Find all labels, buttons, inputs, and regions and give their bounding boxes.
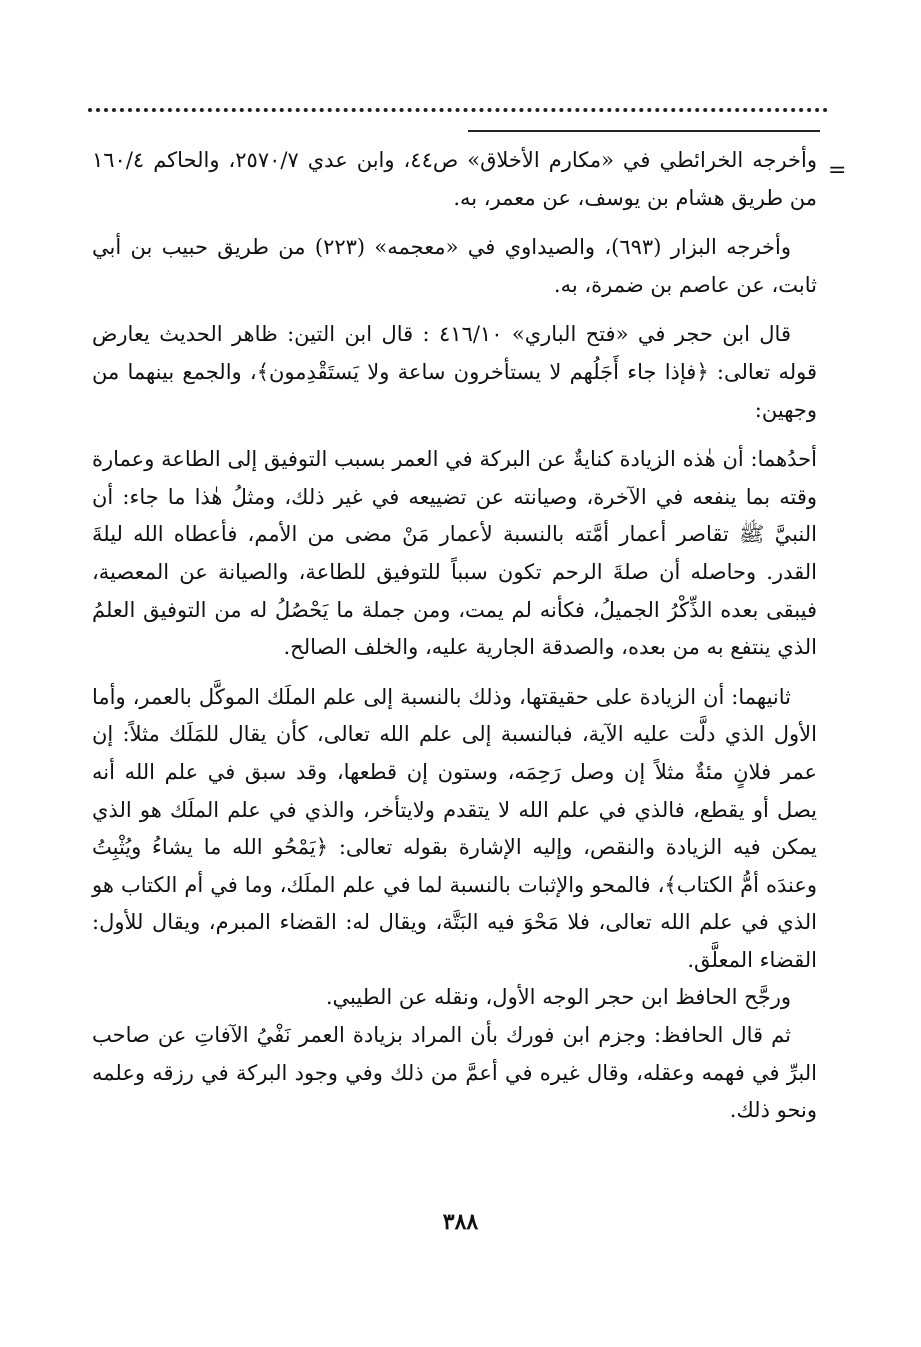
footnote-paragraph-7: ثم قال الحافظ: وجزم ابن فورك بأن المراد بزيادة العمر نَفْيُ الآفاتِ عن صاحب البرِّ في فهمه وعقله، وقال غيره في أعمَّ من ذلك وفي وجود البركة في رزقه وعلمه ونحو ذلك. (92, 1023, 817, 1123)
footnote-paragraph-5: ثانيهما: أن الزيادة على حقيقتها، وذلك بالنسبة إلى علم الملَك الموكَّل بالعمر، وأما الأول الذي دلَّت عليه الآية، فبالنسبة إلى علم الله تعالى، كأن يقال للمَلَك مثلاً: إن عمر فلانٍ مئةٌ مثلاً إن وصل رَحِمَه، وستون إن قطعها، وقد سبق في علم الله أنه يصل أو يقطع، فالذي في علم الله لا يتقدم ولايتأخر، والذي في علم الملَك هو الذي يمكن فيه الزيادة والنقص، وإليه الإشارة بقوله تعالى: ﴿يَمْحُو الله ما يشاءُ ويُثْبِتُ وعندَه أمُّ الكتاب﴾، فالمحو والإثبات بالنسبة لما في علم الملَك، وما في أم الكتاب هو الذي في علم الله تعالى، فلا مَحْوَ فيه البَتَّة، ويقال له: القضاء المبرم، ويقال للأول: القضاء المعلَّق. (92, 684, 817, 972)
footnote-paragraph-2: وأخرجه البزار (٦٩٣)، والصيداوي في «معجمه» (٢٢٣) من طريق حبيب بن أبي ثابت، عن عاصم بن ضمرة، به. (92, 235, 817, 297)
page-number: ٣٨٨ (442, 1209, 479, 1235)
footnote-continuation-mark: = (828, 158, 847, 183)
top-dotted-separator (88, 108, 828, 112)
footnote-paragraph-3: قال ابن حجر في «فتح الباري» ٤١٦/١٠ : قال ابن التين: ظاهر الحديث يعارض قوله تعالى: ﴿فإذا جاء أَجَلُهم لا يستأخرون ساعة ولا يَستَقْدِمون﴾، والجمع بينهما من وجهين: (92, 322, 817, 422)
footnote-paragraph-1: وأخرجه الخرائطي في «مكارم الأخلاق» ص٤٤، وابن عدي ٢٥٧٠/٧، والحاكم ١٦٠/٤ من طريق هشام بن يوسف، عن معمر، به. (92, 148, 817, 210)
footnote-paragraph-6: ورجَّح الحافظ ابن حجر الوجه الأول، ونقله عن الطيبي. (325, 985, 791, 1010)
footnote-separator-line (468, 130, 820, 132)
footnote-block (92, 142, 817, 1130)
footnote-paragraph-4: أحدُهما: أن هٰذه الزيادة كنايةٌ عن البركة في العمر بسبب التوفيق إلى الطاعة وعمارة وقته بما ينفعه في الآخرة، وصيانته عن تضييعه في غير ذلك، ومثلُ هٰذا ما جاء: أن النبيَّ ﷺ تقاصر أعمار أمَّته بالنسبة لأعمار مَنْ مضى من الأمم، فأعطاه الله ليلةَ القدر. وحاصله أن صلةَ الرحم تكون سبباً للتوفيق للطاعة، والصيانة عن المعصية، فيبقى بعده الذِّكْرُ الجميلُ، فكأنه لم يمت، ومن جملة ما يَحْصُلُ له من التوفيق العلمُ الذي ينتفع به من بعده، والصدقة الجارية عليه، والخلف الصالح. (92, 447, 817, 660)
